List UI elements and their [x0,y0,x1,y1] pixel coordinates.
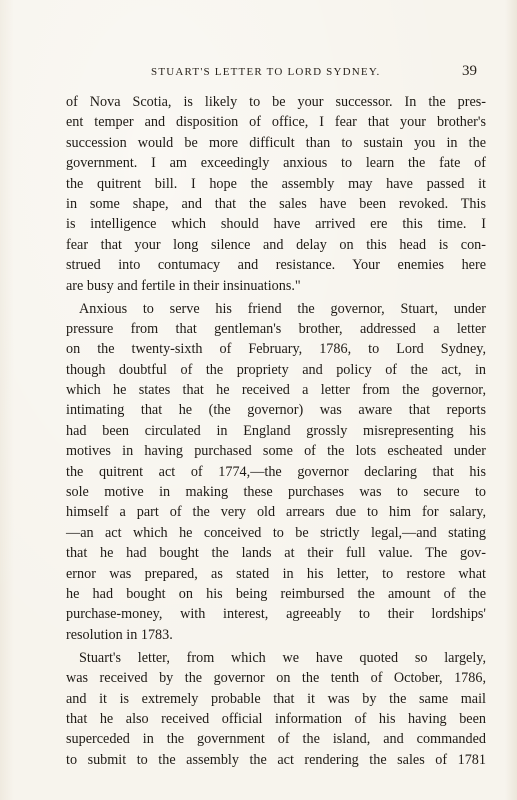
text-line: ernor was prepared, as stated in his letter, to restore what [66,565,486,582]
text-line: and it is extremely probable that it was by the same mail [66,690,486,707]
text-line: that he had bought the lands at their full value. The gov- [66,545,486,562]
text-line: purchase-money, with interest, agreeably to their lordships' [66,606,486,623]
text-line: motives in having purchased some of the lots escheated under [66,443,486,460]
text-line: in some shape, and that the sales have been revoked. This [66,195,486,212]
text-line: are busy and fertile in their insinuations." [66,277,301,294]
text-line: that he also received official information of his having been [66,710,486,727]
page-number: 39 [462,63,477,79]
text-line: pressure from that gentleman's brother, addressed a letter [66,320,486,337]
text-line: is intelligence which should have arrived ere this time. I [66,216,486,233]
text-line: —an act which he conceived to be strictly legal,—and stating [66,524,486,541]
text-line: on the twenty-sixth of February, 1786, to Lord Sydney, [66,341,486,358]
text-line: fear that your long silence and delay on this head is con- [66,236,486,253]
text-line: resolution in 1783. [66,626,173,643]
text-line: was received by the governor on the tenth of October, 1786, [66,670,486,687]
text-line: the quitrent bill. I hope the assembly may have passed it [66,175,486,192]
text-line: strued into contumacy and resistance. Your enemies here [66,257,486,274]
text-line: superceded in the government of the island, and commanded [66,731,486,748]
text-line: sole motive in making these purchases was to secure to [66,484,486,501]
text-line: had been circulated in England grossly misrepresenting his [66,422,486,439]
text-line: government. I am exceedingly anxious to learn the fate of [66,155,486,172]
page-header [0,63,517,83]
text-line: ent temper and disposition of office, I fear that your brother's [66,114,486,131]
text-line: to submit to the assembly the act rendering the sales of 1781 [66,751,486,768]
running-head: STUART'S LETTER TO LORD SYDNEY. [151,66,381,78]
text-line: which he states that he received a letter from the governor, [66,382,486,399]
body-text [66,92,486,770]
text-line: intimating that he (the governor) was aware that reports [66,402,486,419]
text-line: Stuart's letter, from which we have quoted so largely, [79,649,486,666]
text-line: the quitrent act of 1774,—the governor declaring that his [66,463,486,480]
text-line: himself a part of the very old arrears due to him for salary, [66,504,486,521]
text-line: Anxious to serve his friend the governor, Stuart, under [79,300,486,317]
text-line: succession would be more difficult than to sustain you in the [66,134,486,151]
text-line: of Nova Scotia, is likely to be your successor. In the pres- [66,94,486,110]
text-line: he had bought on his being reimbursed the amount of the [66,585,486,602]
text-line: though doubtful of the propriety and policy of the act, in [66,361,486,378]
